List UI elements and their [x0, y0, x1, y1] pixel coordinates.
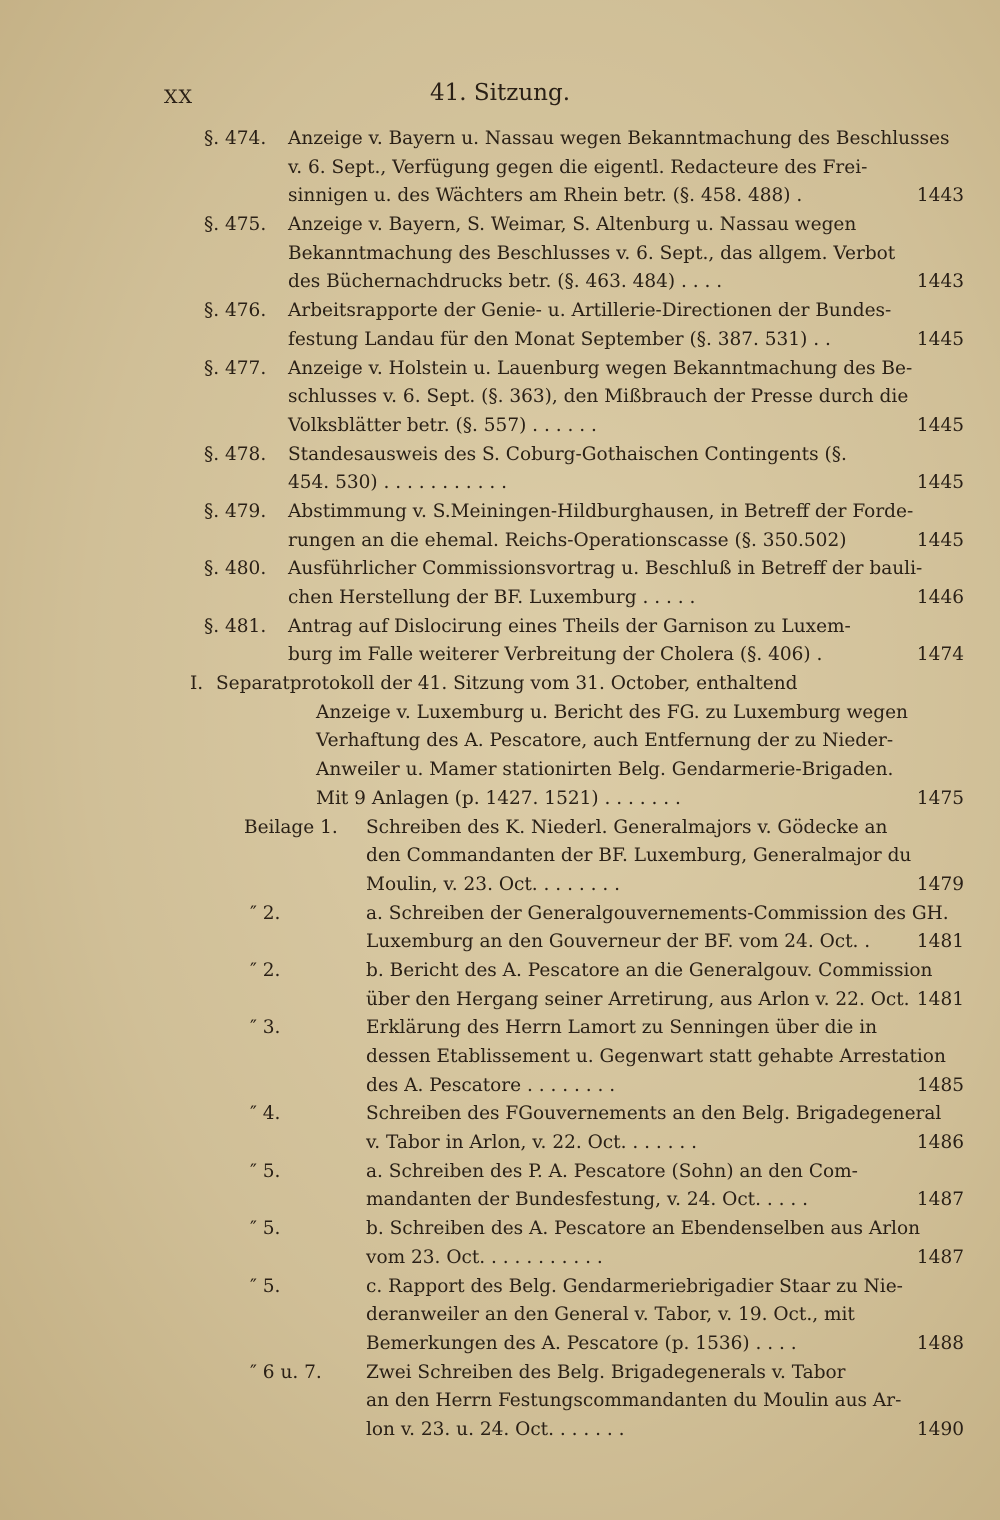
entry-label: ″ 2. [250, 902, 281, 924]
toc-entry [0, 1215, 1000, 1272]
toc-line [0, 1014, 1000, 1043]
toc-entry [0, 900, 1000, 957]
page-reference: 1445 [916, 472, 964, 494]
toc-line [0, 842, 1000, 871]
toc-line [0, 498, 1000, 527]
toc-entry [0, 498, 1000, 555]
entry-text: burg im Falle weiterer Verbreitung der Cholera (§. 406) . [288, 644, 823, 666]
entry-label: §. 479. [204, 500, 267, 522]
entry-text: Moulin, v. 23. Oct. . . . . . . . [366, 873, 620, 895]
toc-line [0, 814, 1000, 843]
toc-entry [0, 125, 1000, 211]
entry-text: b. Schreiben des A. Pescatore an Ebendenselben aus Arlon [366, 1218, 921, 1240]
page-reference: 1445 [916, 328, 964, 350]
entry-text: Zwei Schreiben des Belg. Brigadegenerals v. Tabor [366, 1361, 846, 1383]
table-of-contents [0, 125, 1000, 1445]
entry-text: vom 23. Oct. . . . . . . . . . . [366, 1246, 603, 1268]
toc-line [0, 900, 1000, 929]
toc-line [0, 154, 1000, 183]
entry-text: Separatprotokoll der 41. Sitzung vom 31. October, enthaltend [216, 673, 798, 695]
entry-label: ″ 5. [250, 1160, 281, 1182]
toc-entry [0, 1100, 1000, 1157]
toc-entry [0, 441, 1000, 498]
toc-entry [0, 297, 1000, 354]
entry-text: sinnigen u. des Wächters am Rhein betr. (§. 458. 488) . [288, 185, 803, 207]
toc-line [0, 1359, 1000, 1388]
page-reference: 1487 [916, 1246, 964, 1268]
toc-line [0, 469, 1000, 498]
toc-line [0, 1215, 1000, 1244]
entry-text: Antrag auf Dislocirung eines Theils der Garnison zu Luxem- [288, 615, 851, 637]
entry-label: ″ 4. [250, 1103, 281, 1125]
toc-entry [0, 613, 1000, 670]
toc-line [0, 1330, 1000, 1359]
entry-text: festung Landau für den Monat September (§. 387. 531) . . [288, 328, 831, 350]
toc-line [0, 1043, 1000, 1072]
page-reference: 1485 [916, 1074, 964, 1096]
entry-label: Beilage 1. [244, 816, 338, 838]
entry-text: Verhaftung des A. Pescatore, auch Entfernung der zu Nieder- [316, 730, 894, 752]
toc-line [0, 584, 1000, 613]
toc-line [0, 268, 1000, 297]
entry-text: Arbeitsrapporte der Genie- u. Artillerie-Directionen der Bundes- [288, 300, 892, 322]
toc-entry [0, 957, 1000, 1014]
page-reference: 1481 [916, 988, 964, 1010]
entry-text: dessen Etablissement u. Gegenwart statt gehabte Arrestation [366, 1046, 946, 1067]
entry-text: den Commandanten der BF. Luxemburg, Generalmajor du [366, 845, 912, 867]
entry-label: ″ 5. [250, 1218, 281, 1240]
page-title: 41. Sitzung. [429, 80, 571, 106]
toc-line [0, 211, 1000, 240]
page-reference: 1486 [916, 1132, 964, 1154]
entry-text: mandanten der Bundesfestung, v. 24. Oct. . . . . [366, 1189, 809, 1211]
toc-line [0, 1129, 1000, 1158]
toc-entry [0, 814, 1000, 900]
entry-text: Mit 9 Anlagen (p. 1427. 1521) . . . . . . . [316, 787, 681, 809]
toc-line [0, 1387, 1000, 1416]
entry-text: lon v. 23. u. 24. Oct. . . . . . . [366, 1418, 625, 1440]
toc-line [0, 240, 1000, 269]
page-reference: 1445 [916, 529, 964, 551]
entry-label: I. [190, 673, 204, 695]
toc-line [0, 641, 1000, 670]
entry-text: an den Herrn Festungscommandanten du Moulin aus Ar- [366, 1390, 902, 1412]
toc-entry [0, 670, 1000, 813]
entry-text: b. Bericht des A. Pescatore an die Generalgouv. Commission [366, 959, 933, 981]
toc-line [0, 871, 1000, 900]
entry-label: §. 477. [204, 357, 267, 379]
toc-line [0, 441, 1000, 470]
toc-line [0, 957, 1000, 986]
toc-line [0, 182, 1000, 211]
toc-line [0, 756, 1000, 785]
entry-text: Ausführlicher Commissionsvortrag u. Beschluß in Betreff der bauli- [288, 558, 923, 580]
page-reference: 1487 [916, 1189, 964, 1211]
entry-text: des A. Pescatore . . . . . . . . [366, 1074, 616, 1096]
toc-line [0, 1072, 1000, 1101]
entry-label: ″ 3. [250, 1017, 281, 1039]
entry-text: chen Herstellung der BF. Luxemburg . . . . . [288, 587, 696, 608]
toc-line [0, 1301, 1000, 1330]
toc-line [0, 699, 1000, 728]
entry-text: Luxemburg an den Gouverneur der BF. vom 24. Oct. . [366, 931, 871, 953]
entry-text: v. Tabor in Arlon, v. 22. Oct. . . . . . . [366, 1132, 698, 1154]
toc-entry [0, 1158, 1000, 1215]
toc-line [0, 785, 1000, 814]
toc-line [0, 986, 1000, 1015]
entry-label: §. 478. [204, 443, 267, 465]
entry-text: des Büchernachdrucks betr. (§. 463. 484) . . . . [288, 271, 723, 293]
toc-entry [0, 1014, 1000, 1100]
entry-label: §. 481. [204, 615, 267, 637]
entry-label: ″ 2. [250, 959, 281, 981]
page-reference: 1475 [916, 787, 964, 809]
entry-text: Anzeige v. Bayern, S. Weimar, S. Altenburg u. Nassau wegen [288, 214, 857, 236]
entry-text: schlusses v. 6. Sept. (§. 363), den Mißbrauch der Presse durch die [288, 386, 909, 408]
page-reference: 1488 [916, 1332, 964, 1354]
entry-text: Anzeige v. Bayern u. Nassau wegen Bekanntmachung des Beschlusses [288, 128, 950, 149]
toc-line [0, 125, 1000, 154]
entry-text: Schreiben des FGouvernements an den Belg. Brigadegeneral [366, 1103, 942, 1125]
page-number: XX [164, 86, 194, 108]
toc-entry [0, 355, 1000, 441]
toc-line [0, 1416, 1000, 1445]
toc-line [0, 1244, 1000, 1273]
toc-line [0, 555, 1000, 584]
page-reference: 1443 [916, 271, 964, 293]
toc-line [0, 326, 1000, 355]
toc-line [0, 613, 1000, 642]
entry-text: Anzeige v. Holstein u. Lauenburg wegen Bekanntmachung des Be- [288, 357, 913, 379]
entry-text: Abstimmung v. S.Meiningen-Hildburghausen, in Betreff der Forde- [288, 500, 914, 522]
toc-line [0, 670, 1000, 699]
toc-line [0, 355, 1000, 384]
toc-line [0, 383, 1000, 412]
entry-label: ″ 5. [250, 1275, 281, 1297]
page-reference: 1443 [916, 185, 964, 207]
entry-text: Bekanntmachung des Beschlusses v. 6. Sept., das allgem. Verbot [288, 242, 896, 264]
entry-label: §. 474. [204, 128, 267, 149]
toc-line [0, 1186, 1000, 1215]
entry-label: §. 480. [204, 558, 267, 580]
entry-text: Anzeige v. Luxemburg u. Bericht des FG. zu Luxemburg wegen [316, 701, 908, 723]
entry-label: ″ 6 u. 7. [250, 1361, 322, 1383]
entry-text: Standesausweis des S. Coburg-Gothaischen Contingents (§. [288, 443, 847, 465]
entry-text: 454. 530) . . . . . . . . . . . [288, 472, 507, 494]
page-reference: 1445 [916, 414, 964, 436]
entry-text: Erklärung des Herrn Lamort zu Senningen über die in [366, 1017, 878, 1039]
toc-line [0, 297, 1000, 326]
toc-entry [0, 1273, 1000, 1359]
toc-line [0, 527, 1000, 556]
page-reference: 1481 [916, 931, 964, 953]
entry-text: c. Rapport des Belg. Gendarmeriebrigadier Staar zu Nie- [366, 1275, 903, 1297]
toc-entry [0, 211, 1000, 297]
toc-entry [0, 555, 1000, 612]
page-reference: 1446 [916, 587, 964, 608]
page-reference: 1479 [916, 873, 964, 895]
entry-label: §. 476. [204, 300, 267, 322]
entry-text: rungen an die ehemal. Reichs-Operationscasse (§. 350.502) [288, 529, 847, 551]
toc-entry [0, 1359, 1000, 1445]
page-reference: 1474 [916, 644, 964, 666]
toc-line [0, 727, 1000, 756]
entry-text: Bemerkungen des A. Pescatore (p. 1536) . . . . [366, 1332, 797, 1354]
entry-text: Volksblätter betr. (§. 557) . . . . . . [288, 414, 597, 436]
entry-text: a. Schreiben der Generalgouvernements-Commission des GH. [366, 902, 949, 924]
toc-line [0, 928, 1000, 957]
entry-label: §. 475. [204, 214, 267, 236]
page-reference: 1490 [916, 1418, 964, 1440]
toc-line [0, 1100, 1000, 1129]
entry-text: über den Hergang seiner Arretirung, aus Arlon v. 22. Oct. [366, 988, 910, 1010]
entry-text: Anweiler u. Mamer stationirten Belg. Gendarmerie-Brigaden. [316, 759, 894, 781]
entry-text: v. 6. Sept., Verfügung gegen die eigentl. Redacteure des Frei- [288, 156, 868, 178]
toc-line [0, 1158, 1000, 1187]
entry-text: deranweiler an den General v. Tabor, v. 19. Oct., mit [366, 1304, 855, 1326]
toc-line [0, 1273, 1000, 1302]
entry-text: a. Schreiben des P. A. Pescatore (Sohn) an den Com- [366, 1160, 858, 1182]
toc-line [0, 412, 1000, 441]
entry-text: Schreiben des K. Niederl. Generalmajors v. Gödecke an [366, 816, 888, 838]
